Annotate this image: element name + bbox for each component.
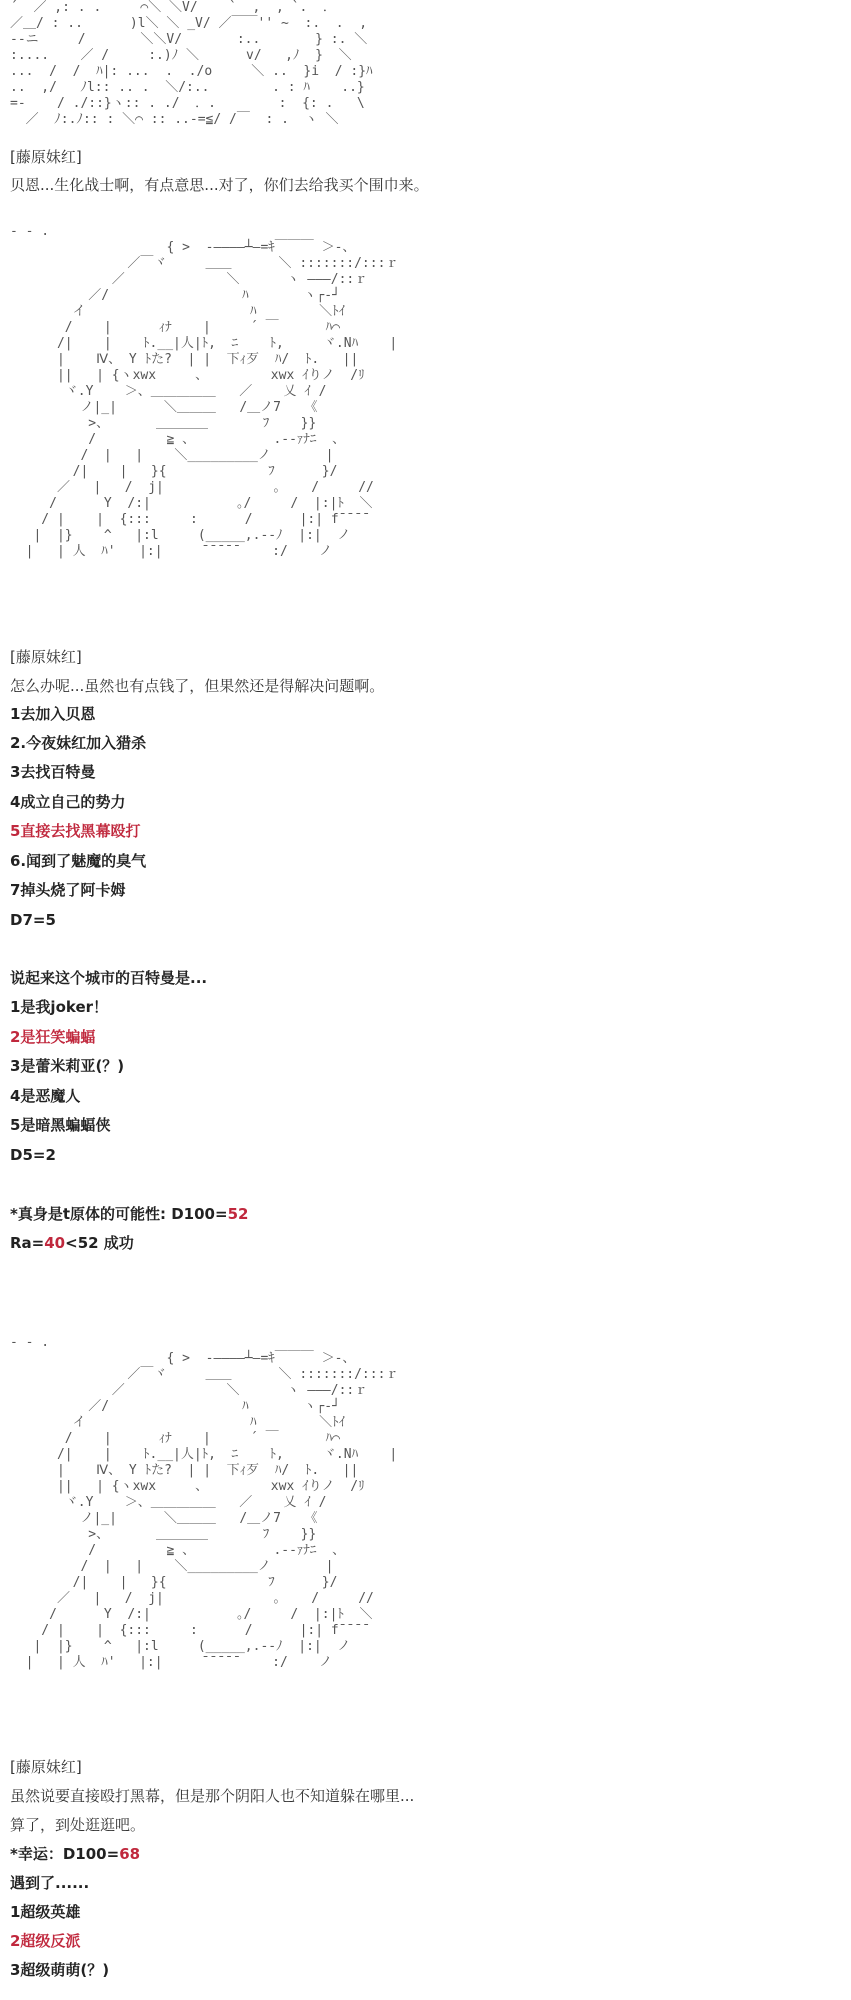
option-1: 1去加入贝恩	[10, 705, 96, 723]
option-7: 7掉头烧了阿卡姆	[10, 881, 126, 899]
dice-roll-1: D7=5	[10, 911, 56, 929]
speaker-label-2: [藤原妹红]	[10, 648, 82, 666]
option-3-2-selected: 2超级反派	[10, 1932, 81, 1950]
option-2-5: 5是暗黑蝙蝠侠	[10, 1116, 111, 1134]
speaker-label-3: [藤原妹红]	[10, 1758, 82, 1776]
ra-label: Ra=	[10, 1234, 45, 1252]
option-2: 2.今夜妹红加入猎杀	[10, 734, 147, 752]
ascii-art-character-2: ‐ ‐ . { > -――――┴―=ｷ￣￣￣ ＞-、 ／￣ヾ ＿＿ ＼ :::::::/:::ｒ ／ ＼ ヽ ―――/::ｒ ／/ ﾊ ヽ┌‐┘ イ ﾊ ＼ﾄｲ / | ｨﾅ | ´ ￣ ﾊ⌒ /| | ﾄ.__|人|ﾄ, ﾆ ﾄ, ヾ.Nﾊ | | Ⅳ、 Y ﾄた? | | 下ｨ歹 ﾊ/ ﾄ. || || | {ヽxwx 、 xwx ｲりノ /ﾘ ヾ.Y ＞、＿＿＿＿＿ ／ 乂 ｲ / ノ|_| ＼＿＿＿ /＿ノ7 《 >、 ＿＿＿＿ ﾌ }} / ≧ 、 .--ｧﾅﾆ 、 / | | ＼_________ノ | /| | }{ ﾌ }/ ／ | / j| ｡ / // / Y /:| ｡/ / |:|ﾄ ＼ / | | {::: : / |:| f¯¯¯¯ | |} ^ |:l (_____,.--ﾉ |:| ノ | | 人 ﾊ' |:| ¯¯¯¯¯ :/ ノ	[10, 1335, 399, 1670]
option-3-1: 1超级英雄	[10, 1903, 81, 1921]
ra-result: <52 成功	[65, 1234, 134, 1252]
luck-check	[10, 1844, 140, 1864]
luck-value: 68	[119, 1845, 141, 1863]
option-4: 4成立自己的势力	[10, 793, 126, 811]
option-3-3: 3超级萌萌(？)	[10, 1961, 110, 1979]
option-6: 6.闻到了魅魔的臭气	[10, 852, 147, 870]
question-batman: 说起来这个城市的百特曼是...	[10, 969, 208, 987]
dialogue-3b: 算了，到处逛逛吧。	[10, 1816, 146, 1834]
option-2-2-selected: 2是狂笑蝙蝠	[10, 1028, 96, 1046]
encounter-text: 遇到了......	[10, 1874, 90, 1892]
option-3: 3去找百特曼	[10, 763, 96, 781]
speaker-label-1: [藤原妹红]	[10, 148, 82, 166]
dialogue-1: 贝恩...生化战士啊，有点意思...对了，你们去给我买个围巾来。	[10, 176, 429, 194]
option-5-selected: 5直接去找黑幕殴打	[10, 822, 141, 840]
ascii-art-top: ´ ／ ,: . . ⌒＼ ＼V/ ` , , `. ． ／＿/ : .. )l＼ ＼ _V/ ／￣￣'' ~ :. . , -‐ニ / ＼＼V/ :.. } :. ＼ :.... ／ / :.)ﾉ ＼ v/ ,ﾉ } ＼ ... / / ﾊ|: ... . ./o ＼ .. }i / :}ﾊ .. ,/ ﾉl:: .. . ＼/:.. . : ﾊ ..} =‐ / ./::}ヽ:: . ./ ．. : {: . \ ／ ﾉ:.ﾉ:: : ＼⌒ :: ..-=≦/ /￣ : . ヽ ＼	[10, 0, 373, 127]
primarch-check-value: 52	[227, 1205, 249, 1223]
ra-check	[10, 1233, 134, 1253]
option-2-1: 1是我joker！	[10, 998, 109, 1016]
option-2-4: 4是恶魔人	[10, 1087, 81, 1105]
dialogue-2: 怎么办呢...虽然也有点钱了，但果然还是得解决问题啊。	[10, 677, 385, 695]
dice-roll-2: D5=2	[10, 1146, 56, 1164]
luck-label: *幸运：D100=	[10, 1845, 120, 1863]
dialogue-3a: 虽然说要直接殴打黑幕，但是那个阴阳人也不知道躲在哪里...	[10, 1787, 415, 1805]
ascii-art-character-1: ‐ ‐ . { > -――――┴―=ｷ￣￣￣ ＞-、 ／￣ヾ ＿＿ ＼ :::::::/:::ｒ ／ ＼ ヽ ―――/::ｒ ／/ ﾊ ヽ┌‐┘ イ ﾊ ＼ﾄｲ / | ｨﾅ | ´ ￣ ﾊ⌒ /| | ﾄ.__|人|ﾄ, ﾆ ﾄ, ヾ.Nﾊ | | Ⅳ、 Y ﾄた? | | 下ｨ歹 ﾊ/ ﾄ. || || | {ヽxwx 、 xwx ｲりノ /ﾘ ヾ.Y ＞、＿＿＿＿＿ ／ 乂 ｲ / ノ|_| ＼＿＿＿ /＿ノ7 《 >、 ＿＿＿＿ ﾌ }} / ≧ 、 .--ｧﾅﾆ 、 / | | ＼_________ノ | /| | }{ ﾌ }/ ／ | / j| ｡ / // / Y /:| ｡/ / |:|ﾄ ＼ / | | {::: : / |:| f¯¯¯¯ | |} ^ |:l (_____,.--ﾉ |:| ノ | | 人 ﾊ' |:| ¯¯¯¯¯ :/ ノ	[10, 224, 399, 559]
primarch-check	[10, 1204, 248, 1224]
option-2-3: 3是蕾米莉亚(？)	[10, 1057, 125, 1075]
primarch-check-label: *真身是t原体的可能性: D100=	[10, 1205, 228, 1223]
ra-value: 40	[44, 1234, 66, 1252]
